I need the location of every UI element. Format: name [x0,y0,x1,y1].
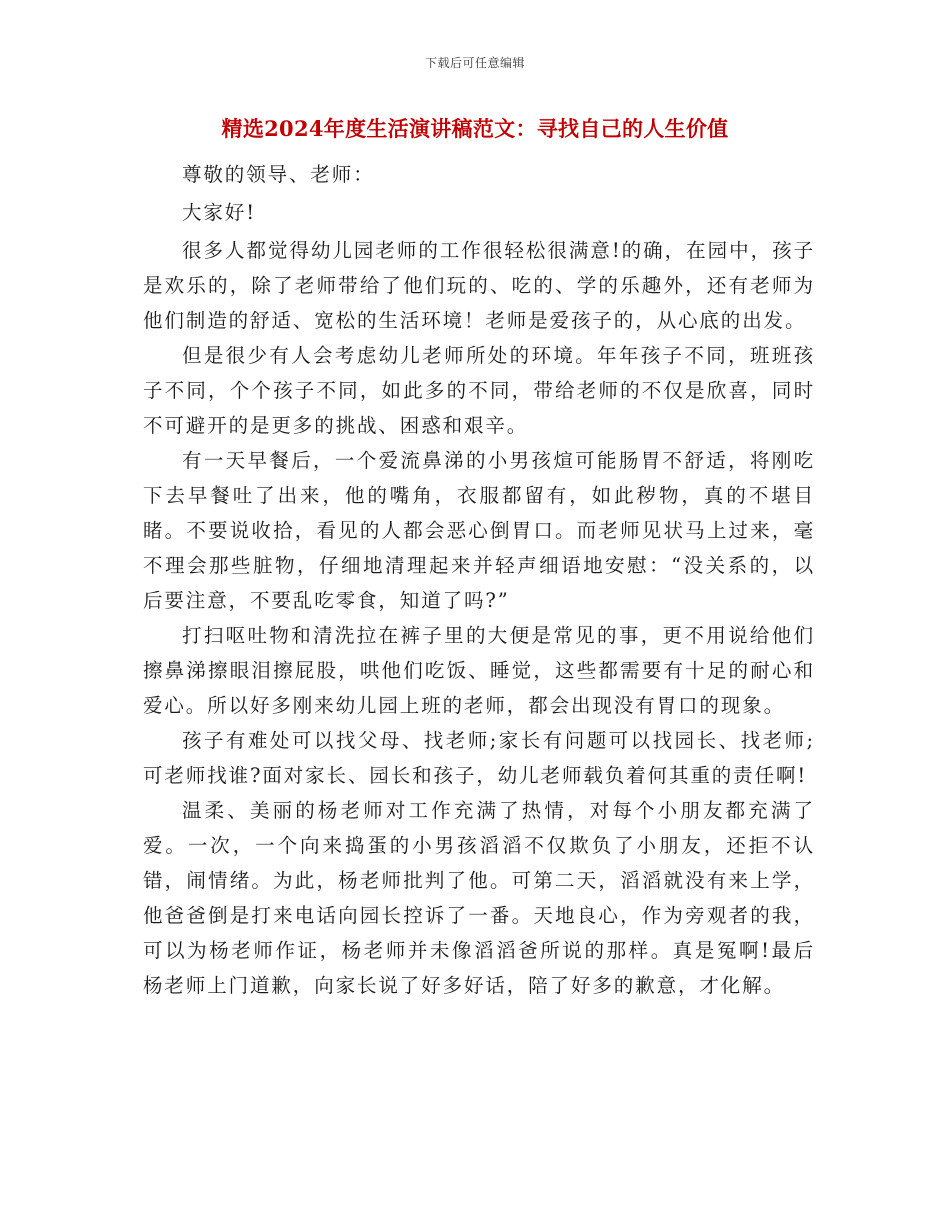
paragraph: 孩子有难处可以找父母、找老师;家长有问题可以找园长、找老师;可老师找谁?面对家长、园长和孩子，幼儿老师载负着何其重的责任啊! [143,729,815,787]
paragraph: 但是很少有人会考虑幼儿老师所处的环境。年年孩子不同，班班孩子不同，个个孩子不同，如此多的不同，带给老师的不仅是欣喜，同时不可避开的是更多的挑战、困惑和艰辛。 [143,344,815,437]
paragraph: 很多人都觉得幼儿园老师的工作很轻松很满意!的确，在园中，孩子是欢乐的，除了老师带给了他们玩的、吃的、学的乐趣外，还有老师为他们制造的舒适、宽松的生活环境！老师是爱孩子的，从心底的出发。 [143,239,815,332]
salutation: 尊敬的领导、老师： [182,163,375,186]
document-body [143,157,815,1003]
greeting: 大家好! [182,201,256,224]
header-note: 下载后可任意编辑 [424,56,525,70]
paragraph: 温柔、美丽的杨老师对工作充满了热情，对每个小朋友都充满了爱。一次，一个向来捣蛋的小男孩滔滔不仅欺负了小朋友，还拒不认错，闹情绪。为此，杨老师批判了他。可第二天，滔滔就没有来上学，他爸爸倒是打来电话向园长控诉了一番。天地良心，作为旁观者的我，可以为杨老师作证，杨老师并未像滔滔爸所说的那样。真是冤啊!最后杨老师上门道歉，向家长说了好多好话，陪了好多的歉意，才化解。 [143,799,815,997]
paragraph: 有一天早餐后，一个爱流鼻涕的小男孩煊可能肠胃不舒适，将刚吃下去早餐吐了出来，他的嘴角，衣服都留有，如此秽物，真的不堪目睹。不要说收拾，看见的人都会恶心倒胃口。而老师见状马上过来，毫不理会那些脏物，仔细地清理起来并轻声细语地安慰：“没关系的，以后要注意，不要乱吃零食，知道了吗?” [143,449,815,612]
paragraph: 打扫呕吐物和清洗拉在裤子里的大便是常见的事，更不用说给他们擦鼻涕擦眼泪擦屁股，哄他们吃饭、睡觉，这些都需要有十足的耐心和爱心。所以好多刚来幼儿园上班的老师，都会出现没有胃口的现象。 [143,624,815,717]
document-title: 精选2024年度生活演讲稿范文：寻找自己的人生价值 [221,116,729,141]
